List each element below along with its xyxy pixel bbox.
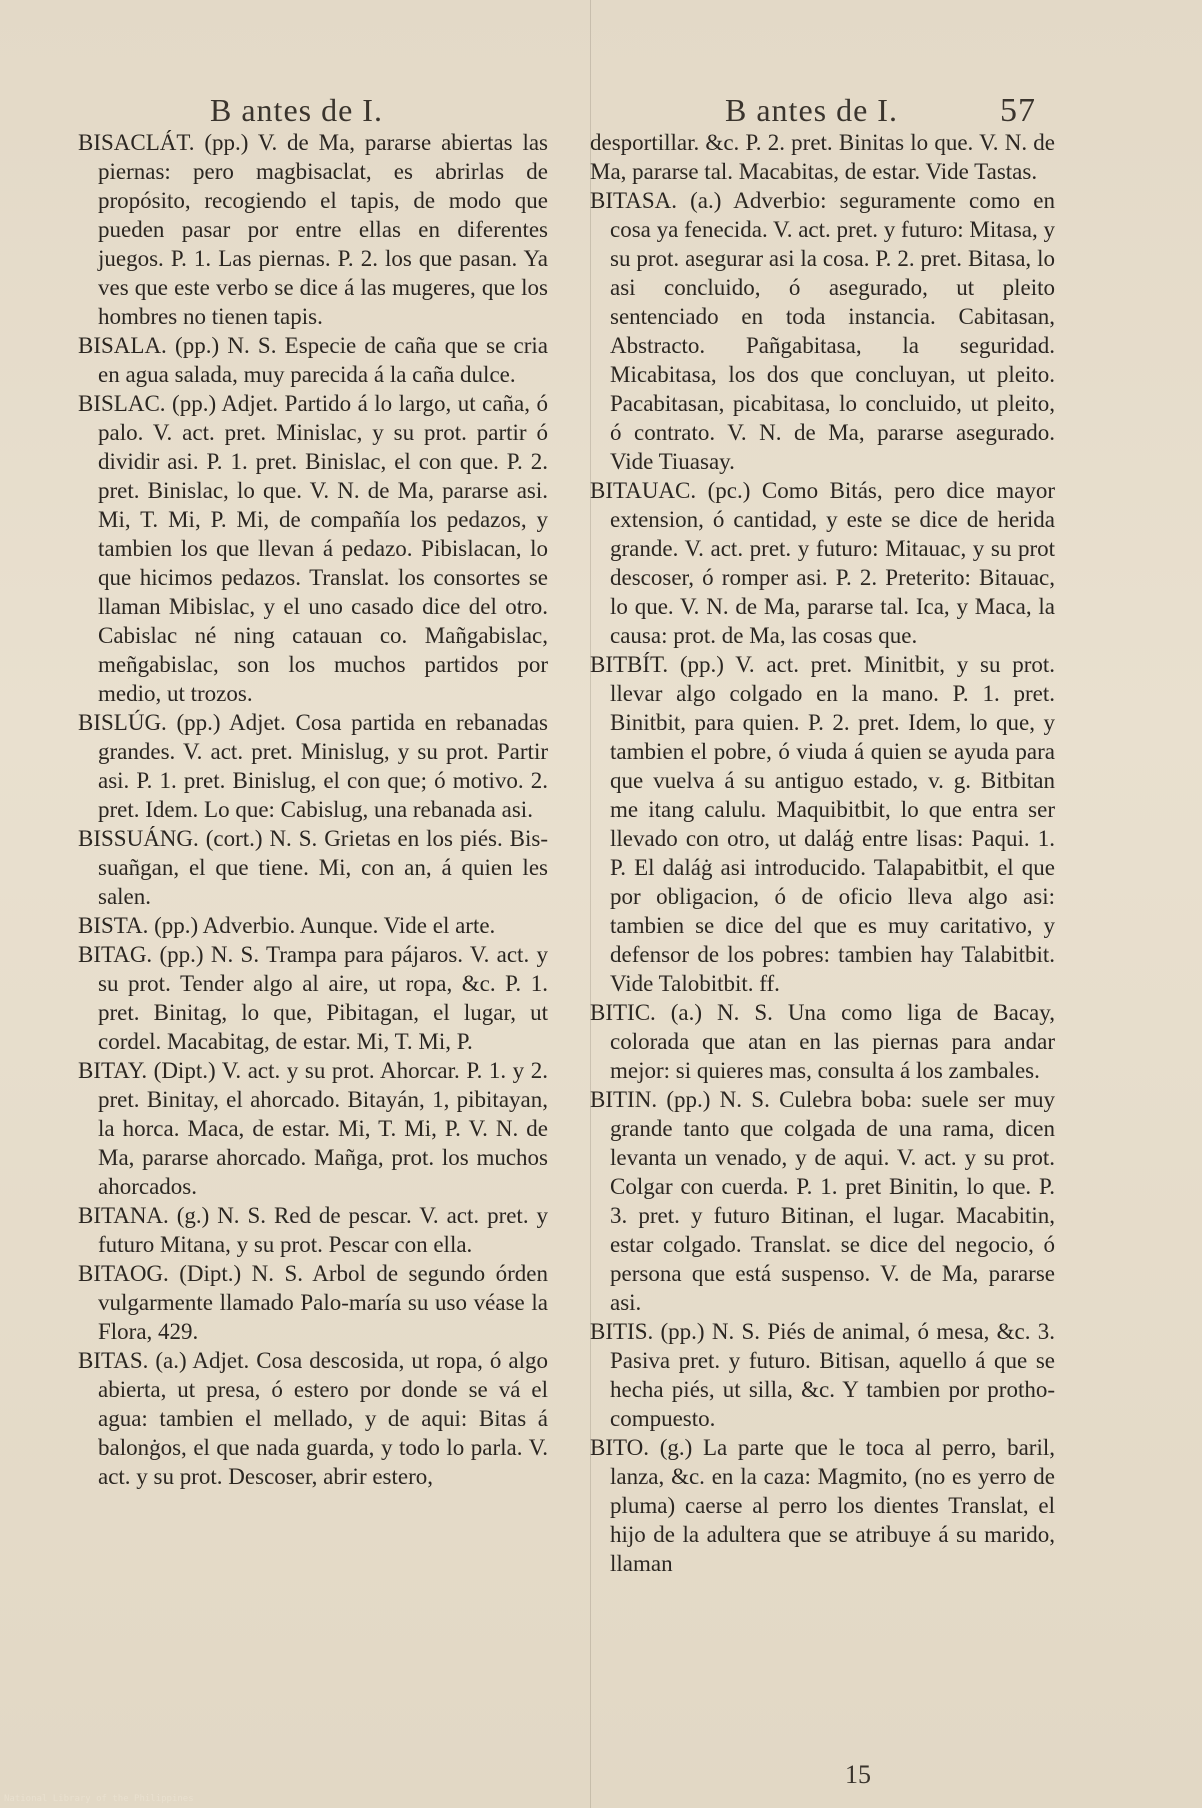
dictionary-entry: BITASA. (a.) Adverbio: seguramente como en cosa ya fenecida. V. act. pret. y futuro: Mitasa, y su prot. asegurar asi la cosa. P. 2. pret. Bitasa, lo asi concluido, ó asegurado, ut pleito sentenciado en toda instancia. Cabitasan, Abstracto. Pañgabitasa, la seguridad. Micabitasa, los dos que concluyan, ut pleito. Pacabitasan, picabitasa, lo concluido, ut pleito, ó contrato. V. N. de Ma, pararse asegurado. Vide Tiuasay.	[590, 188, 1055, 474]
dictionary-entry: BITAUAC. (pc.) Como Bitás, pero dice mayor extension, ó cantidad, y este se dice de herida grande. V. act. pret. y futuro: Mitauac, y su prot descoser, ó romper asi. P. 2. Preterito: Bitauac, lo que. V. N. de Ma, pararse tal. Ica, y Maca, la causa: prot. de Ma, las cosas que.	[590, 478, 1055, 648]
dictionary-entry: BITIN. (pp.) N. S. Culebra boba: suele ser muy grande tanto que colgada de una rama, dicen levanta un venado, y de aqui. V. act. y su prot. Colgar con cuerda. P. 1. pret Binitin, lo que. P. 3. pret. y futuro Bitinan, el lugar. Macabitin, estar colgado. Translat. se dice del negocio, ó persona que está suspenso. V. de Ma, pararse asi.	[590, 1087, 1055, 1315]
signature-mark: 15	[845, 1760, 871, 1789]
dictionary-entry: BITAS. (a.) Adjet. Cosa descosida, ut ropa, ó algo abierta, ut presa, ó estero por donde se vá el agua: tambien el mellado, y de aqui: Bitas á balonġos, el que nada guarda, y todo lo parla. V. act. y su prot. Descoser, abrir estero,	[78, 1348, 548, 1489]
dictionary-entry: BITANA. (g.) N. S. Red de pescar. V. act. pret. y futuro Mitana, y su prot. Pescar con ella.	[78, 1203, 548, 1257]
dictionary-entry: BITIC. (a.) N. S. Una como liga de Bacay, colorada que atan en las piernas para andar mejor: si quieres mas, consulta á los zambales.	[590, 1000, 1055, 1083]
dictionary-entry: BISALA. (pp.) N. S. Especie de caña que se cria en agua salada, muy parecida á la caña dulce.	[78, 333, 548, 387]
page-number: 57	[1000, 92, 1036, 129]
dictionary-entry: BITIS. (pp.) N. S. Piés de animal, ó mesa, &c. 3. Pasiva pret. y futuro. Bitisan, aquello á que se hecha piés, ut silla, &c. Y tambien por protho-compuesto.	[590, 1319, 1055, 1431]
running-header-right: B antes de I.	[725, 92, 898, 128]
dictionary-entry-continued: desportillar. &c. P. 2. pret. Binitas lo que. V. N. de Ma, pararse tal. Macabitas, de estar. Vide Tastas.	[590, 130, 1055, 184]
dictionary-entry: BISLÚG. (pp.) Adjet. Cosa partida en rebanadas grandes. V. act. pret. Minislug, y su prot. Partir asi. P. 1. pret. Binislug, el con que; ó motivo. 2. pret. Idem. Lo que: Cabislug, una rebanada asi.	[78, 710, 548, 822]
dictionary-entry: BISTA. (pp.) Adverbio. Aunque. Vide el arte.	[78, 913, 496, 938]
dictionary-entry: BITO. (g.) La parte que le toca al perro, baril, lanza, &c. en la caza: Magmito, (no es yerro de pluma) caerse al perro los dientes Translat, el hijo de la adultera que se atribuye á su marido, llaman	[590, 1435, 1055, 1576]
right-column	[590, 128, 1055, 1578]
running-header-left: B antes de I.	[210, 92, 383, 128]
dictionary-entry: BITAY. (Dipt.) V. act. y su prot. Ahorcar. P. 1. y 2. pret. Binitay, el ahorcado. Bitayán, 1, pibitayan, la horca. Maca, de estar. Mi, T. Mi, P. V. N. de Ma, pararse ahorcado. Mañga, prot. los muchos ahorcados.	[78, 1058, 548, 1199]
dictionary-entry: BISSUÁNG. (cort.) N. S. Grietas en los piés. Bis-suañgan, el que tiene. Mi, con an, á quien les salen.	[78, 826, 548, 909]
dictionary-entry: BITBÍT. (pp.) V. act. pret. Minitbit, y su prot. llevar algo colgado en la mano. P. 1. pret. Binitbit, para quien. P. 2. pret. Idem, lo que, y tambien el pobre, ó viuda á quien se ayuda para que vuelva á su antiguo estado, v. g. Bitbitan me itang calulu. Maquibitbit, lo que entra ser llevado con otro, ut daláġ entre lisas: Paqui. 1. P. El daláġ asi introducido. Talapabitbit, el que por obligacion, ó de oficio lleva algo asi: tambien se dice del que es muy caritativo, y defensor de los pobres: tambien hay Talabitbit. Vide Talobitbit. ff.	[590, 652, 1055, 996]
dictionary-entry: BITAG. (pp.) N. S. Trampa para pájaros. V. act. y su prot. Tender algo al aire, ut ropa, &c. P. 1. pret. Binitag, lo que, Pibitagan, el lugar, ut cordel. Macabitag, de estar. Mi, T. Mi, P.	[78, 942, 548, 1054]
left-column	[78, 128, 548, 1491]
dictionary-entry: BITAOG. (Dipt.) N. S. Arbol de segundo órden vulgarmente llamado Palo-maría su uso véase la Flora, 429.	[78, 1261, 548, 1344]
dictionary-entry: BISACLÁT. (pp.) V. de Ma, pararse abiertas las piernas: pero magbisaclat, es abrirlas de propósito, recogiendo el tapis, de modo que pueden pasar por entre ellas en diferentes juegos. P. 1. Las piernas. P. 2. los que pasan. Ya ves que este verbo se dice á las mugeres, que los hombres no tienen tapis.	[78, 130, 548, 329]
dictionary-entry: BISLAC. (pp.) Adjet. Partido á lo largo, ut caña, ó palo. V. act. pret. Minislac, y su prot. partir ó dividir asi. P. 1. pret. Binislac, el con que. P. 2. pret. Binislac, lo que. V. N. de Ma, pararse asi. Mi, T. Mi, P. Mi, de compañía los pedazos, y tambien los que llevan á pedazo. Pibislacan, lo que hicimos pedazos. Translat. los consortes se llaman Mibislac, y el uno casado dice del otro. Cabislac né ning catauan co. Mañgabislac, meñgabislac, son los muchos partidos por medio, ut trozos.	[78, 391, 548, 706]
library-credit: National Library of the Philippines	[4, 1794, 194, 1804]
